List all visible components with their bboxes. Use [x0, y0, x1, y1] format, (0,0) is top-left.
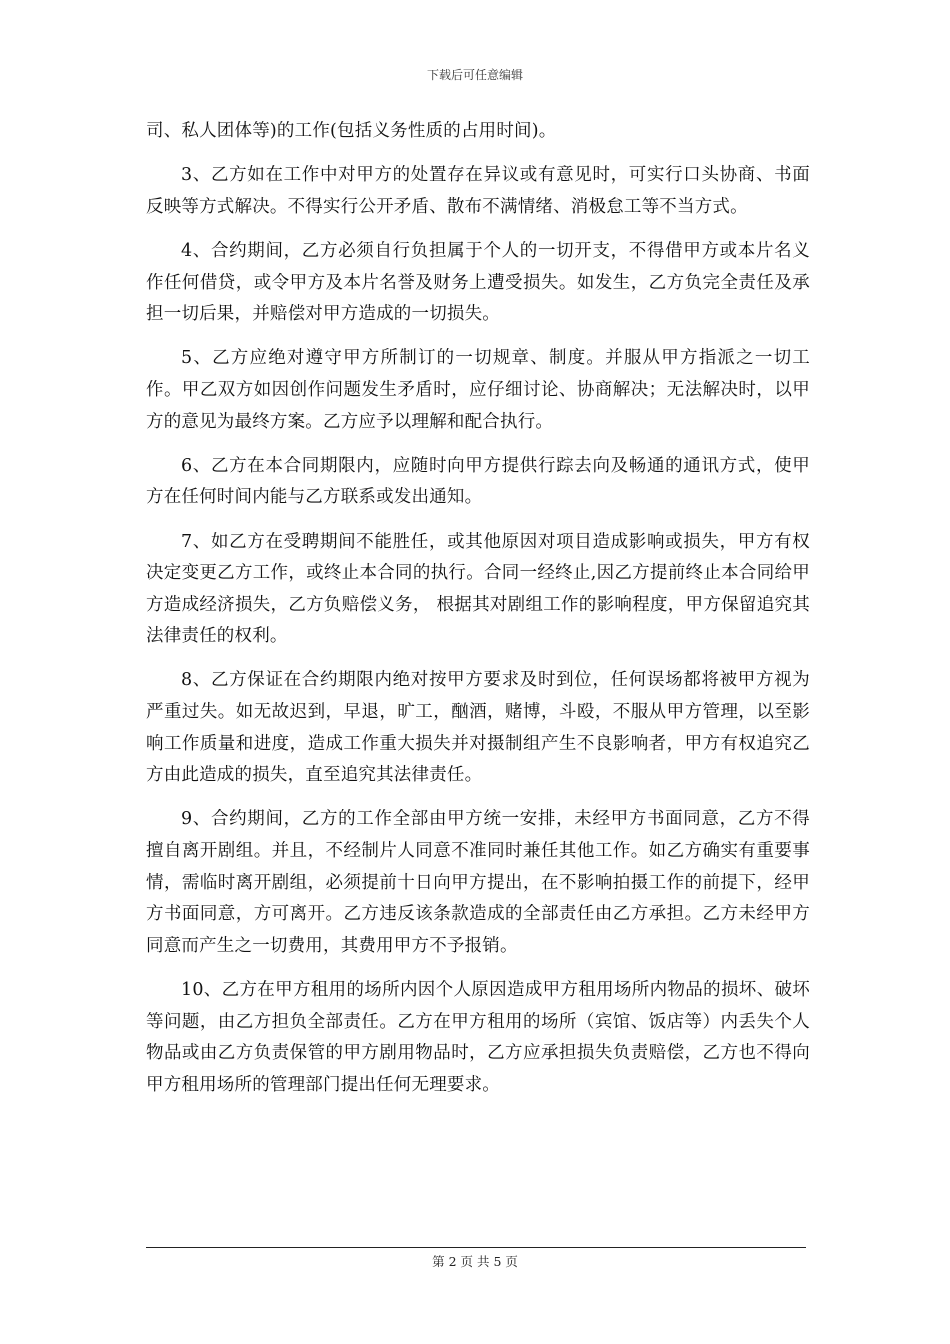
paragraph-continuation: 司、私人团体等)的工作(包括义务性质的占用时间)。	[146, 121, 557, 141]
page-number: 第 2 页 共 5 页	[432, 1254, 518, 1269]
clause-3: 3、乙方如在工作中对甲方的处置存在异议或有意见时，可实行口头协商、书面反映等方式解决。不得实行公开矛盾、散布不满情绪、消极怠工等不当方式。	[146, 165, 810, 217]
page-header: 下载后可任意编辑	[426, 68, 523, 82]
clause-7: 7、如乙方在受聘期间不能胜任，或其他原因对项目造成影响或损失，甲方有权决定变更乙方工作，或终止本合同的执行。合同一经终止,因乙方提前终止本合同给甲方造成经济损失，乙方负赔偿义务， 根据其对剧组工作的影响程度，甲方保留追究其法律责任的权利。	[146, 531, 810, 647]
footer-divider	[146, 1247, 806, 1248]
clause-8: 8、乙方保证在合约期限内绝对按甲方要求及时到位，任何误场都将被甲方视为严重过失。如无故迟到，早退，旷工，酗酒，赌博，斗殴，不服从甲方管理，以至影响工作质量和进度，造成工作重大损失并对摄制组产生不良影响者，甲方有权追究乙方由此造成的损失，直至追究其法律责任。	[146, 670, 810, 786]
clause-5: 5、乙方应绝对遵守甲方所制订的一切规章、制度。并服从甲方指派之一切工作。甲乙双方如因创作问题发生矛盾时，应仔细讨论、协商解决；无法解决时，以甲方的意见为最终方案。乙方应予以理解和配合执行。	[146, 348, 810, 432]
clause-4: 4、合约期间，乙方必须自行负担属于个人的一切开支，不得借甲方或本片名义作任何借贷，或令甲方及本片名誉及财务上遭受损失。如发生，乙方负完全责任及承担一切后果，并赔偿对甲方造成的一切损失。	[146, 240, 810, 325]
clause-9: 9、合约期间，乙方的工作全部由甲方统一安排，未经甲方书面同意，乙方不得擅自离开剧组。并且，不经制片人同意不准同时兼任其他工作。如乙方确实有重要事情，需临时离开剧组，必须提前十日向甲方提出，在不影响拍摄工作的前提下，经甲方书面同意，方可离开。乙方违反该条款造成的全部责任由乙方承担。乙方未经甲方同意而产生之一切费用，其费用甲方不予报销。	[146, 809, 810, 956]
document-body	[146, 116, 810, 1114]
clause-6: 6、乙方在本合同期限内，应随时向甲方提供行踪去向及畅通的通讯方式，使甲方在任何时间内能与乙方联系或发出通知。	[146, 455, 810, 508]
clause-10: 10、乙方在甲方租用的场所内因个人原因造成甲方租用场所内物品的损坏、破坏等问题，由乙方担负全部责任。乙方在甲方租用的场所（宾馆、饭店等）内丢失个人物品或由乙方负责保管的甲方剧用物品时，乙方应承担损失负责赔偿，乙方也不得向甲方租用场所的管理部门提出任何无理要求。	[146, 980, 810, 1095]
